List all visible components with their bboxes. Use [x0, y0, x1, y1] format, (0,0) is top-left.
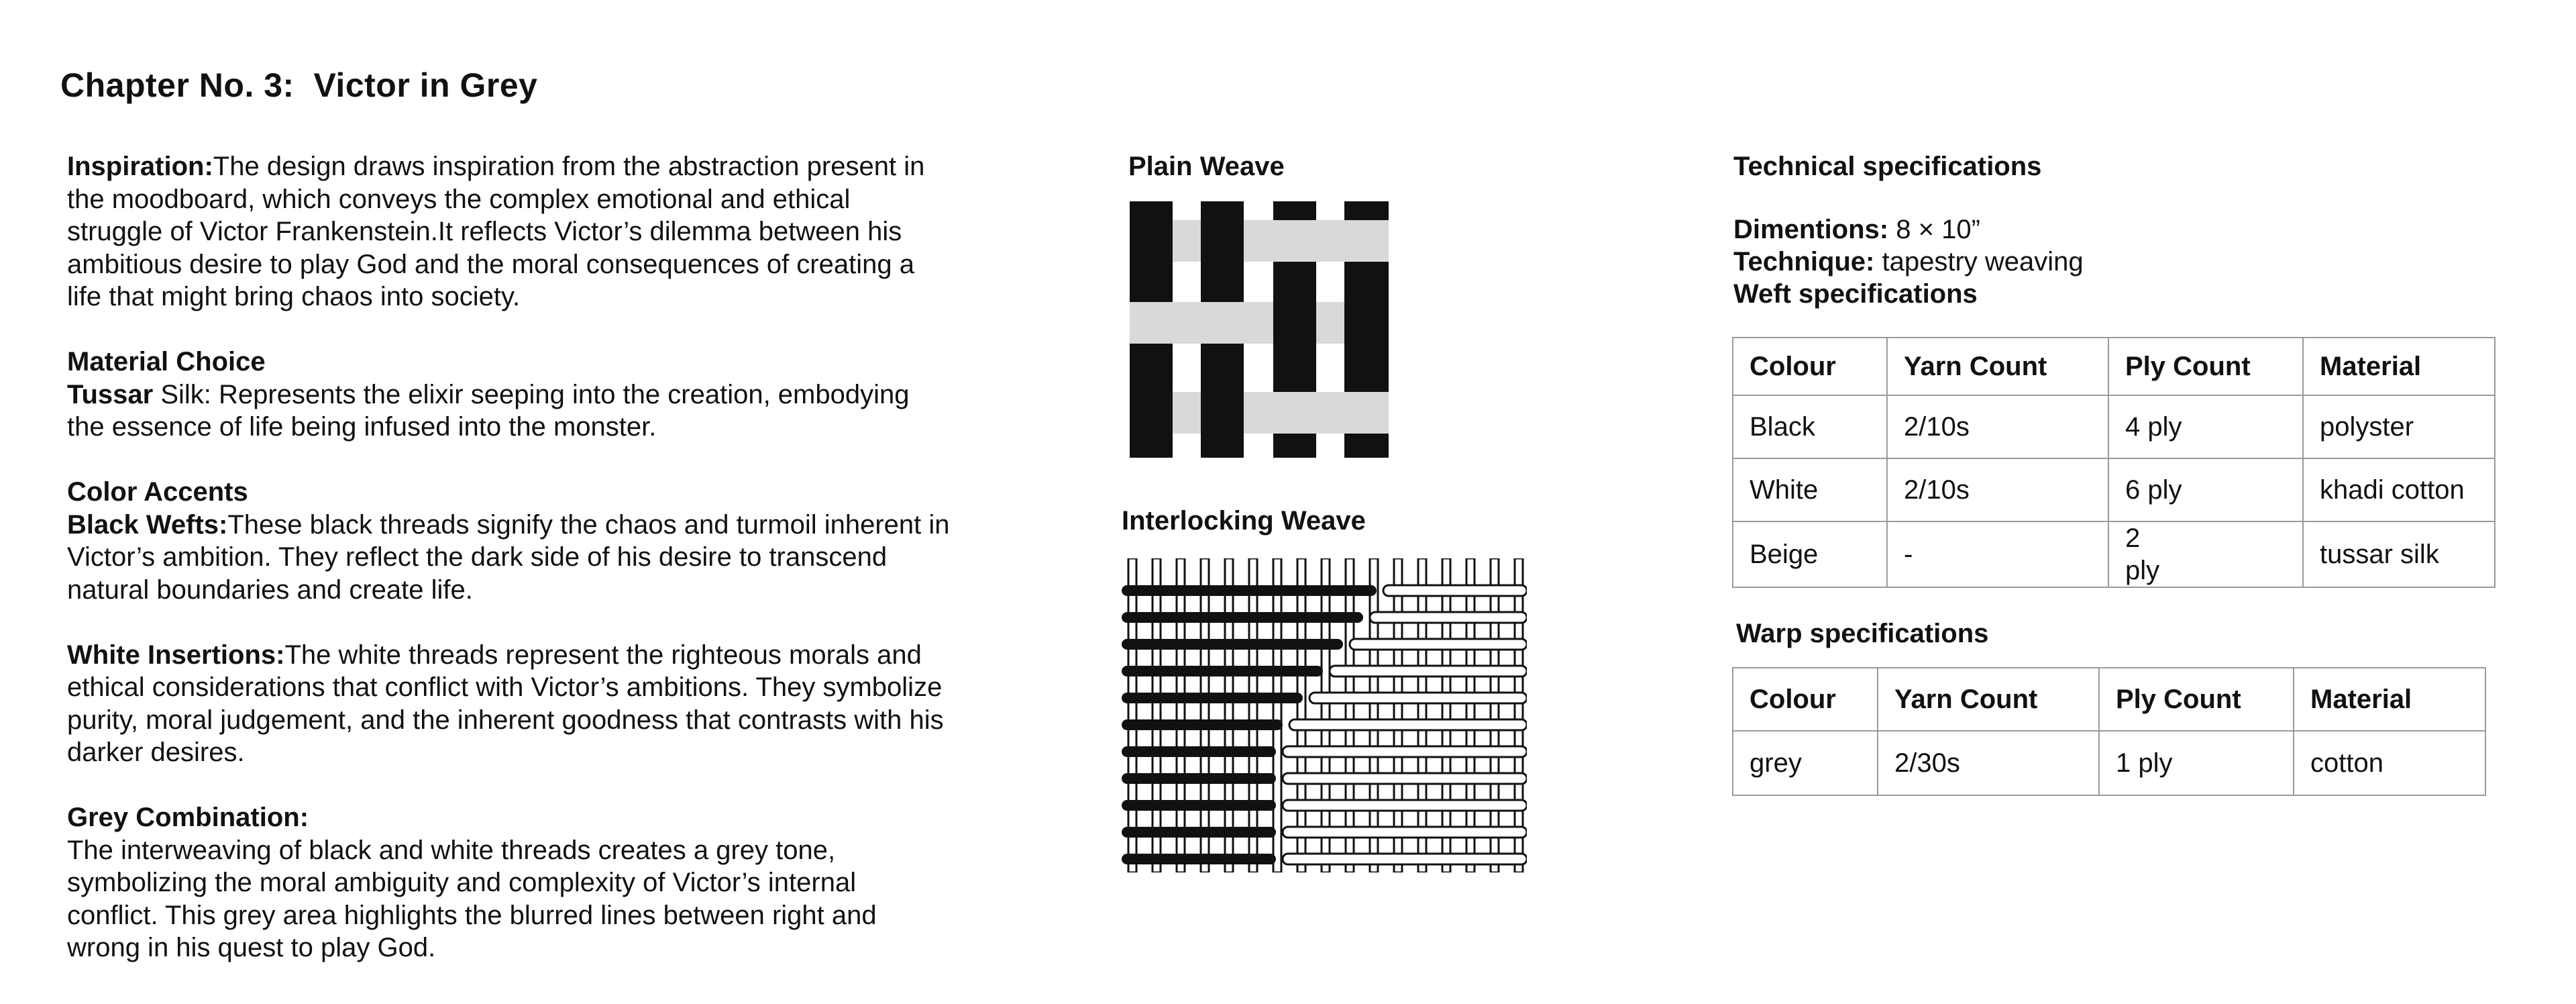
table-header-cell: Colour [1733, 338, 1887, 395]
black-wefts-text: These black threads signify the chaos and turmoil inherent in Victor’s ambition. They reflect the dark side of his desire to transcend natural boundaries and create life. [67, 509, 950, 605]
table-row [1733, 338, 2495, 395]
table-row [1733, 395, 2495, 458]
table-header-cell: Yarn Count [1878, 668, 2099, 731]
white-insertions-label: White Insertions: [67, 640, 285, 670]
white-insertions-text: The white threads represent the righteous morals and ethical considerations that conflict with Victor’s ambitions. They symbolize purity, moral judgement, and the inherent goodness that contrasts with his darker desires. [67, 640, 944, 767]
table-cell: 4 ply [2108, 395, 2303, 458]
inspiration-text: The design draws inspiration from the abstraction present in the moodboard, which conveys the complex emotional and ethical struggle of Victor Frankenstein.It reflects Victor’s dilemma between his ambitious desire to play God and the moral consequences of creating a life that might bring chaos into society. [67, 152, 925, 311]
interlocking-weave-diagram [1122, 558, 1527, 872]
tussar-text: Silk: Represents the elixir seeping into the creation, embodying the essence of life being infused into the monster. [67, 379, 910, 442]
technique-line [1733, 246, 2084, 278]
table-row [1733, 731, 2485, 795]
inspiration-label: Inspiration: [67, 152, 213, 181]
weft-spec-heading: Weft specifications [1733, 279, 1978, 309]
material-paragraph [67, 346, 953, 444]
white-paragraph [67, 639, 953, 769]
inspiration-paragraph [67, 150, 953, 313]
weft-spec-table [1732, 337, 2496, 588]
dimentions-value: 8 × 10” [1888, 215, 1980, 244]
table-header-cell: Material [2294, 668, 2485, 731]
plain-weave-label: Plain Weave [1128, 152, 1285, 181]
table-cell: tussar silk [2303, 521, 2495, 587]
table-cell: 6 ply [2108, 458, 2303, 521]
warp-spec-heading: Warp specifications [1736, 619, 1989, 648]
table-cell: khadi cotton [2303, 458, 2495, 521]
table-header-cell: Material [2303, 338, 2495, 395]
table-cell: Beige [1733, 521, 1887, 587]
tech-spec-heading: Technical specifications [1733, 152, 2042, 181]
table-cell: Black [1733, 395, 1887, 458]
table-cell: 2/10s [1887, 458, 2108, 521]
grey-text: The interweaving of black and white threads creates a grey tone, symbolizing the moral ambiguity and complexity of Victor’s internal conflict. This grey area highlights the blurred lines between right and wrong in his quest to play God. [67, 835, 877, 962]
table-cell: cotton [2294, 731, 2485, 795]
concept-description [67, 150, 953, 997]
table-header-cell: Ply Count [2099, 668, 2294, 731]
table-row [1733, 668, 2485, 731]
grey-paragraph [67, 801, 953, 964]
table-row [1733, 521, 2495, 587]
technique-label: Technique: [1733, 247, 1875, 277]
table-cell: grey [1733, 731, 1878, 795]
grey-heading: Grey Combination: [67, 803, 309, 832]
table-header-cell: Colour [1733, 668, 1878, 731]
table-cell: White [1733, 458, 1887, 521]
technique-value: tapestry weaving [1874, 247, 2084, 277]
page-title: Chapter No. 3: Victor in Grey [60, 66, 538, 104]
color-heading: Color Accents [67, 477, 248, 507]
table-cell: 2/30s [1878, 731, 2099, 795]
tussar-label: Tussar [67, 379, 154, 409]
plain-weave-diagram [1130, 201, 1389, 458]
table-cell: 1 ply [2099, 731, 2294, 795]
table-header-cell: Yarn Count [1887, 338, 2108, 395]
interlocking-weave-label: Interlocking Weave [1122, 506, 1366, 536]
dimentions-label: Dimentions: [1733, 215, 1889, 244]
warp-spec-table [1732, 667, 2486, 796]
table-cell: 2 ply [2108, 521, 2303, 587]
table-cell: polyster [2303, 395, 2495, 458]
dimentions-line [1733, 213, 1980, 246]
material-heading: Material Choice [67, 347, 266, 376]
table-header-cell: Ply Count [2108, 338, 2303, 395]
color-paragraph [67, 476, 953, 606]
black-wefts-label: Black Wefts: [67, 509, 228, 540]
table-cell: 2/10s [1887, 395, 2108, 458]
table-cell: - [1887, 521, 2108, 587]
table-row [1733, 458, 2495, 521]
